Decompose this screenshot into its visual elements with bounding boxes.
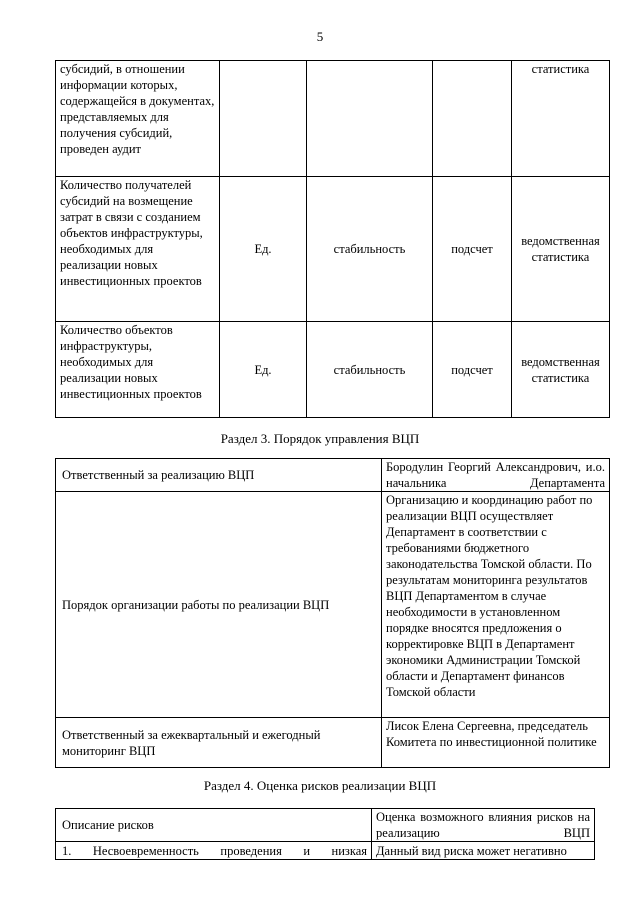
trend-cell — [307, 61, 433, 177]
table-header-row — [56, 809, 595, 842]
table-row — [56, 322, 610, 418]
indicator-cell: субсидий, в отношении информации которых, содержащейся в документах, представляемых для получения субсидий, проведен аудит — [56, 61, 220, 177]
table-row — [56, 718, 610, 768]
unit-cell — [220, 61, 307, 177]
risks-header-description: Описание рисков — [56, 809, 372, 842]
responsible-value — [382, 459, 610, 492]
indicator-cell: Количество объектов инфраструктуры, необходимых для реализации новых инвестиционных проектов — [56, 322, 220, 418]
source-cell: ведомственная статистика — [512, 177, 610, 322]
source-cell: статистика — [512, 61, 610, 177]
responsible-value-text: Бородулин Георгий Александрович, и.о. начальника Департамента — [386, 460, 605, 490]
risks-header-impact — [372, 809, 595, 842]
management-table — [55, 458, 610, 768]
procedure-label: Порядок организации работы по реализации ВЦП — [56, 492, 382, 718]
trend-cell: стабильность — [307, 322, 433, 418]
unit-cell: Ед. — [220, 177, 307, 322]
trend-cell: стабильность — [307, 177, 433, 322]
indicator-cell: Количество получателей субсидий на возмещение затрат в связи с созданием объектов инфраструктуры, необходимых для реализации новых инвестиционных проектов — [56, 177, 220, 322]
source-cell: ведомственная статистика — [512, 322, 610, 418]
table-row — [56, 177, 610, 322]
risks-header-impact-text: Оценка возможного влияния рисков на реализацию ВЦП — [376, 810, 590, 840]
page-number: 5 — [316, 29, 324, 44]
table-row — [56, 61, 610, 177]
responsible-label: Ответственный за реализацию ВЦП — [56, 459, 382, 492]
risk-description-cell — [56, 842, 372, 860]
risk-impact-cell: Данный вид риска может негативно — [372, 842, 595, 860]
monitoring-label: Ответственный за ежеквартальный и ежегодный мониторинг ВЦП — [56, 718, 382, 768]
monitoring-value: Лисок Елена Сергеевна, председатель Комитета по инвестиционной политике — [382, 718, 610, 768]
risk-description-text: 1. Несвоевременность проведения и низкая — [62, 843, 367, 858]
table-row — [56, 492, 610, 718]
table-row — [56, 842, 595, 860]
unit-cell: Ед. — [220, 322, 307, 418]
table-row — [56, 459, 610, 492]
method-cell: подсчет — [433, 322, 512, 418]
section-4-title: Раздел 4. Оценка рисков реализации ВЦП — [203, 778, 437, 793]
procedure-value: Организацию и координацию работ по реализации ВЦП осуществляет Департамент в соответствии с требованиями бюджетного законодательства Томской области. По результатам мониторинга результатов ВЦП Департаментом в случае необходимости в установленном порядке вносятся предложения о корректировке ВЦП в Департамент экономики Администрации Томской области и Департамент финансов Томской области — [382, 492, 610, 718]
section-3-title: Раздел 3. Порядок управления ВЦП — [220, 431, 420, 446]
method-cell — [433, 61, 512, 177]
method-cell: подсчет — [433, 177, 512, 322]
risks-table — [55, 808, 595, 860]
indicators-table — [55, 60, 610, 418]
